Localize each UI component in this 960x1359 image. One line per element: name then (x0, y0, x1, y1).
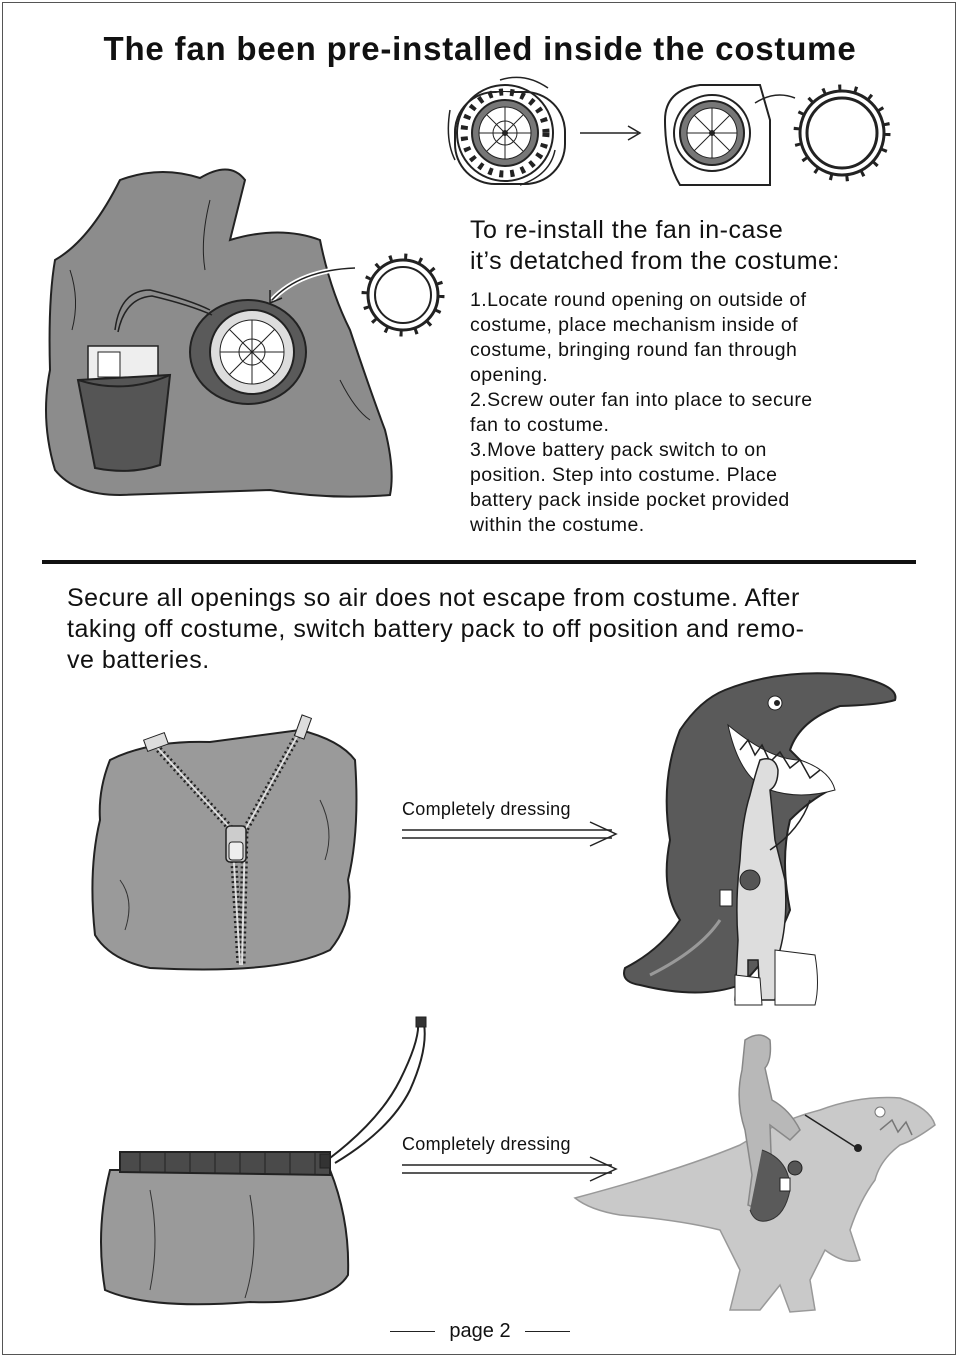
notice-line: taking off costume, switch battery pack to off position and remo- (67, 615, 805, 643)
step-line: opening. (470, 364, 549, 386)
reinstall-heading-line: it’s detatched from the costume: (470, 247, 840, 275)
step-line: 2.Screw outer fan into place to secure (470, 389, 813, 411)
step-line: costume, bringing round fan through (470, 339, 798, 361)
zipper-caption: Completely dressing (402, 799, 571, 819)
drawstring-caption: Completely dressing (402, 1134, 571, 1154)
reinstall-steps (470, 288, 920, 538)
footer-rule (390, 1331, 435, 1333)
step-line: 1.Locate round opening on outside of (470, 289, 807, 311)
step-line: position. Step into costume. Place (470, 464, 778, 486)
page-title: The fan been pre-installed inside the costume (103, 30, 857, 67)
secure-openings-notice (67, 583, 917, 676)
page-footer (0, 1320, 960, 1343)
reinstall-heading-line: To re-install the fan in-case (470, 216, 784, 244)
step-line: within the costume. (470, 514, 645, 536)
step-line: costume, place mechanism inside of (470, 314, 798, 336)
notice-line: ve batteries. (67, 646, 210, 674)
section-divider (42, 560, 916, 564)
step-line: battery pack inside pocket provided (470, 489, 790, 511)
reinstall-heading (470, 215, 840, 277)
step-line: 3.Move battery pack switch to on (470, 439, 767, 461)
notice-line: Secure all openings so air does not escape from costume. After (67, 584, 800, 612)
page-number: page 2 (449, 1320, 511, 1342)
footer-rule (525, 1331, 570, 1333)
step-line: fan to costume. (470, 414, 610, 436)
